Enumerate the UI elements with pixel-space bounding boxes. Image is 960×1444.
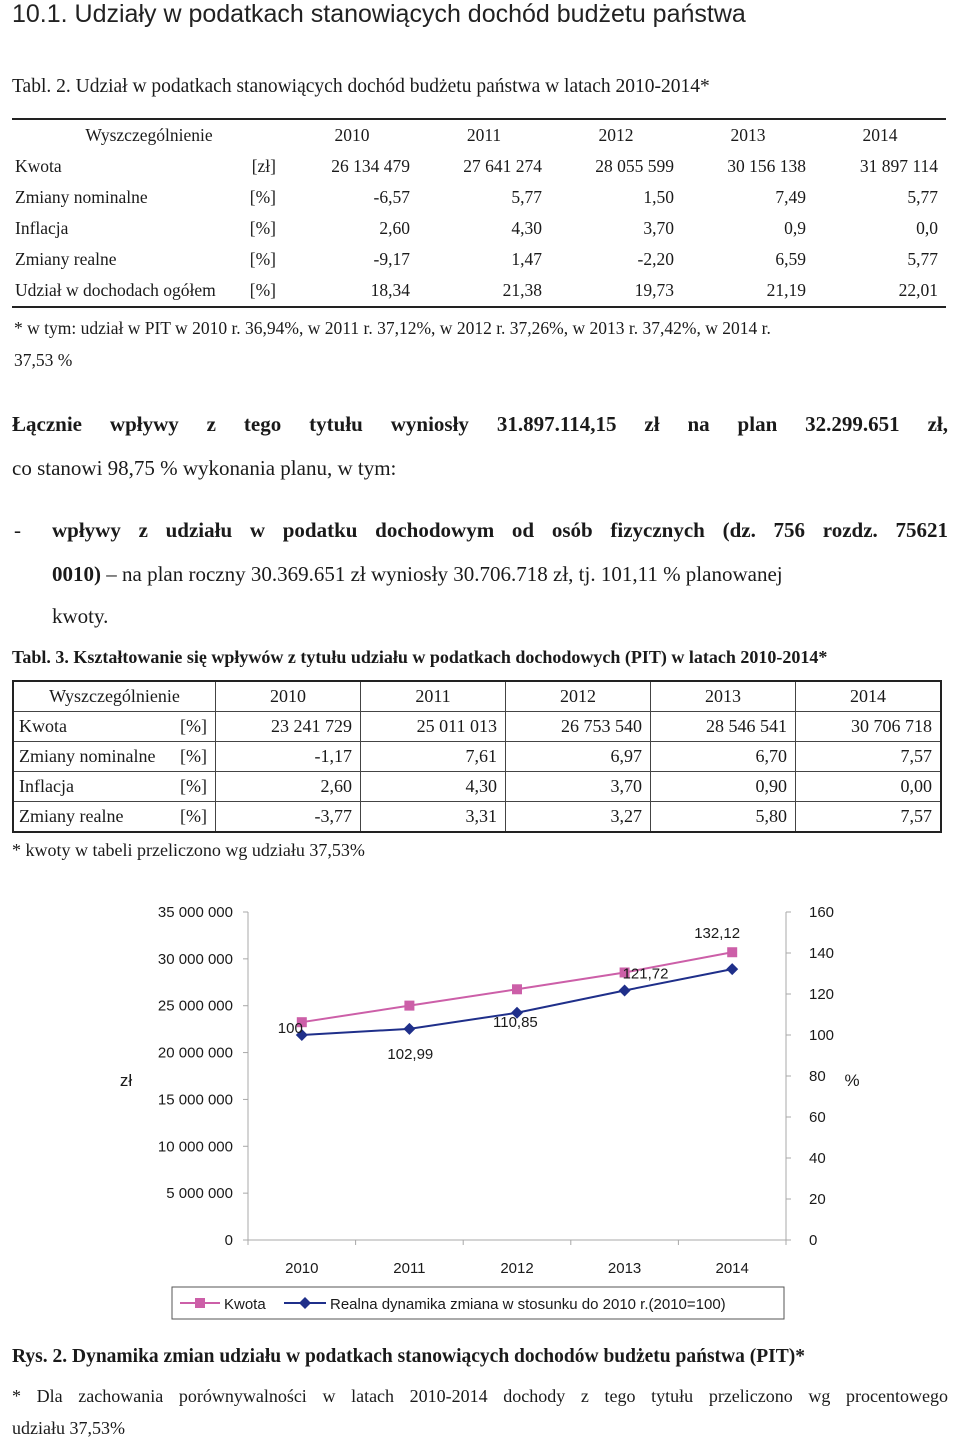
table1-caption: Tabl. 2. Udział w podatkach stanowiących dochód budżetu państwa w latach 2010-2014* xyxy=(12,76,710,97)
tick-label-left: 5 000 000 xyxy=(166,1185,233,1203)
table-cell: 26 134 479 xyxy=(331,156,410,176)
bullet-text: – na plan roczny 30.369.651 zł wyniosły 30.706.718 zł, tj. 101,11 % planowanej xyxy=(101,562,783,586)
bullet-dash: - xyxy=(14,518,21,542)
table1-footnote-cont: 37,53 % xyxy=(14,350,73,370)
table2 xyxy=(12,680,942,833)
table1-header-cell: 2013 xyxy=(730,125,766,145)
bullet-line-3: kwoty. xyxy=(52,604,109,628)
table-cell: 2,60 xyxy=(379,218,410,238)
tick-label-left: 35 000 000 xyxy=(157,904,233,921)
table1-header-cell: Wyszczególnienie xyxy=(85,125,213,145)
table-cell: 18,34 xyxy=(370,280,410,300)
row-unit: [%] xyxy=(249,249,276,269)
row-unit: [%] xyxy=(172,712,216,742)
table-cell: 26 753 540 xyxy=(506,712,651,742)
tick-label-left: 15 000 000 xyxy=(157,1091,233,1109)
table-cell: 5,77 xyxy=(907,187,938,207)
table2-header-cell: 2011 xyxy=(361,681,506,712)
table-cell: 3,31 xyxy=(361,802,506,833)
row-unit: [%] xyxy=(172,802,216,833)
data-label: 100 xyxy=(277,1020,303,1037)
data-labels xyxy=(278,925,740,1063)
tick-label-x: 2012 xyxy=(500,1260,534,1277)
table1-header-cell: 2014 xyxy=(862,125,898,145)
table2-caption: Tabl. 3. Kształtowanie się wpływów z tytułu udziału w podatkach dochodowych (PIT) w latach 2010-2014* xyxy=(12,647,828,667)
table-row xyxy=(13,772,941,802)
row-label: Zmiany realne xyxy=(15,249,117,269)
data-point xyxy=(403,1023,415,1035)
table-cell: 28 546 541 xyxy=(651,712,796,742)
dynamics-chart xyxy=(0,890,960,1330)
ylabel-right: % xyxy=(844,1071,860,1090)
table-cell: 1,47 xyxy=(511,249,542,269)
table-cell: 5,80 xyxy=(651,802,796,833)
tick-label-x: 2010 xyxy=(285,1260,319,1277)
table2-header-cell: 2013 xyxy=(651,681,796,712)
legend xyxy=(172,1287,784,1319)
tick-label-left: 0 xyxy=(224,1232,233,1249)
row-label: Udział w dochodach ogółem xyxy=(15,280,216,300)
tick-label-x: 2011 xyxy=(393,1260,426,1277)
table-cell: 7,61 xyxy=(361,742,506,772)
table1-header-cell: 2012 xyxy=(598,125,634,145)
data-label: 110,85 xyxy=(493,1013,538,1031)
tick-label-left: 25 000 000 xyxy=(157,997,233,1015)
ylabel-left: zł xyxy=(119,1071,133,1090)
table2-header-cell: 2012 xyxy=(506,681,651,712)
table-cell: 4,30 xyxy=(511,218,542,238)
table-cell: 3,27 xyxy=(506,802,651,833)
row-unit: [%] xyxy=(172,742,216,772)
tick-label-x: 2013 xyxy=(607,1260,642,1277)
table-cell: 21,38 xyxy=(502,280,542,300)
row-unit: [%] xyxy=(249,187,276,207)
row-label: Inflacja xyxy=(15,218,69,238)
row-unit: [%] xyxy=(249,280,276,300)
table-cell: -3,77 xyxy=(216,802,361,833)
summary-line-2: co stanowi 98,75 % wykonania planu, w tym: xyxy=(12,456,397,480)
row-unit: [%] xyxy=(249,218,276,238)
tick-label-x: 2014 xyxy=(715,1260,749,1277)
row-label: Zmiany realne xyxy=(13,802,172,833)
ticks-x xyxy=(248,1240,786,1277)
table-cell: 30 156 138 xyxy=(727,156,806,176)
table-cell: 3,70 xyxy=(643,218,674,238)
table-row xyxy=(12,275,946,307)
table-row xyxy=(12,244,946,275)
tick-label-right: 0 xyxy=(809,1232,818,1249)
tick-label-right: 40 xyxy=(809,1150,826,1167)
table-cell: 0,00 xyxy=(796,772,942,802)
summary-line-1: Łącznie wpływy z tego tytułu wyniosły 31.897.114,15 zł na plan 32.299.651 zł, xyxy=(12,412,948,436)
table2-header-cell: 2010 xyxy=(216,681,361,712)
table-row xyxy=(13,712,941,742)
table-cell: -2,20 xyxy=(637,249,674,269)
table2-footnote: * kwoty w tabeli przeliczono wg udziału 37,53% xyxy=(12,840,365,860)
table-cell: 3,70 xyxy=(506,772,651,802)
data-label: 121,72 xyxy=(622,965,669,983)
table-row xyxy=(12,151,946,182)
table-cell: 4,30 xyxy=(361,772,506,802)
table-cell: 19,73 xyxy=(634,280,674,300)
table-cell: 28 055 599 xyxy=(595,156,674,176)
table-cell: 1,50 xyxy=(643,187,674,207)
tick-label-left: 30 000 000 xyxy=(157,950,233,968)
table-cell: 27 641 274 xyxy=(463,156,542,176)
table-cell: 6,70 xyxy=(651,742,796,772)
table-cell: 5,77 xyxy=(511,187,542,207)
tick-label-left: 20 000 000 xyxy=(157,1044,233,1062)
data-point xyxy=(512,984,522,994)
section-title: 10.1. Udziały w podatkach stanowiących dochód budżetu państwa xyxy=(12,0,746,28)
data-point xyxy=(619,984,631,996)
figure-caption: Rys. 2. Dynamika zmian udziału w podatkach stanowiących dochodów budżetu państwa (PIT)* xyxy=(12,1346,805,1367)
row-unit: [%] xyxy=(172,772,216,802)
tick-label-right: 120 xyxy=(809,986,835,1003)
table-cell: 6,59 xyxy=(775,249,806,269)
table-cell: 30 706 718 xyxy=(796,712,942,742)
data-label: 132,12 xyxy=(694,925,741,943)
table2-header-cell: Wyszczególnienie xyxy=(13,681,216,712)
tick-label-right: 60 xyxy=(809,1109,826,1126)
table-row xyxy=(12,213,946,244)
row-label: Kwota xyxy=(13,712,172,742)
table1-header-cell: 2010 xyxy=(334,125,370,145)
table-cell: -1,17 xyxy=(216,742,361,772)
table1-header-cell: 2011 xyxy=(466,125,502,145)
tick-label-left: 10 000 000 xyxy=(157,1138,233,1156)
table-cell: 31 897 114 xyxy=(859,156,938,176)
table-cell: 21,19 xyxy=(766,280,806,300)
table-cell: -9,17 xyxy=(373,249,410,269)
table-cell: 7,57 xyxy=(796,802,942,833)
legend-marker-kwota xyxy=(195,1298,205,1308)
table-row xyxy=(12,182,946,213)
table1-footnote: * w tym: udział w PIT w 2010 r. 36,94%, w 2011 r. 37,12%, w 2012 r. 37,26%, w 2013 r. 37,42%, w 2014 r. xyxy=(14,318,771,338)
table-cell: 25 011 013 xyxy=(361,712,506,742)
table-row xyxy=(13,742,941,772)
table1-header-row xyxy=(12,119,946,151)
row-label: Kwota xyxy=(15,156,62,176)
bullet-code: 0010) xyxy=(52,562,101,586)
table1 xyxy=(12,118,946,308)
bullet-line-2 xyxy=(52,562,783,587)
table-cell: 0,0 xyxy=(916,218,938,238)
table-cell: 0,9 xyxy=(784,218,806,238)
tick-label-right: 80 xyxy=(809,1068,826,1085)
legend-label-kwota: Kwota xyxy=(224,1296,266,1313)
data-point xyxy=(404,1001,414,1011)
ticks-left xyxy=(158,904,248,1249)
table-cell: 2,60 xyxy=(216,772,361,802)
figure-footnote: * Dla zachowania porównywalności w latach 2010-2014 dochody z tego tytułu przeliczono wg procentowego xyxy=(12,1386,948,1406)
table-cell: 5,77 xyxy=(907,249,938,269)
tick-label-right: 20 xyxy=(809,1191,826,1208)
legend-label-dynamika: Realna dynamika zmiana w stosunku do 2010 r.(2010=100) xyxy=(330,1296,726,1313)
table-cell: 6,97 xyxy=(506,742,651,772)
table-cell: 7,49 xyxy=(775,187,806,207)
table-row xyxy=(13,802,941,833)
data-point xyxy=(727,947,737,957)
table-cell: 0,90 xyxy=(651,772,796,802)
row-label: Zmiany nominalne xyxy=(13,742,172,772)
bullet-line-1: wpływy z udziału w podatku dochodowym od osób fizycznych (dz. 756 rozdz. 75621 xyxy=(52,518,948,542)
row-label: Inflacja xyxy=(13,772,172,802)
table-cell: -6,57 xyxy=(373,187,410,207)
ticks-right xyxy=(786,904,834,1249)
tick-label-right: 100 xyxy=(809,1027,835,1044)
data-label: 102,99 xyxy=(387,1045,434,1063)
table2-header-cell: 2014 xyxy=(796,681,942,712)
tick-label-right: 140 xyxy=(809,945,835,962)
tick-label-right: 160 xyxy=(809,904,835,921)
table-cell: 22,01 xyxy=(898,280,938,300)
table-cell: 7,57 xyxy=(796,742,942,772)
table-cell: 23 241 729 xyxy=(216,712,361,742)
row-label: Zmiany nominalne xyxy=(15,187,148,207)
data-point xyxy=(726,963,738,975)
table2-header-row xyxy=(13,681,941,712)
figure-footnote-cont: udziału 37,53% xyxy=(12,1418,125,1438)
row-unit: [zł] xyxy=(251,156,276,176)
